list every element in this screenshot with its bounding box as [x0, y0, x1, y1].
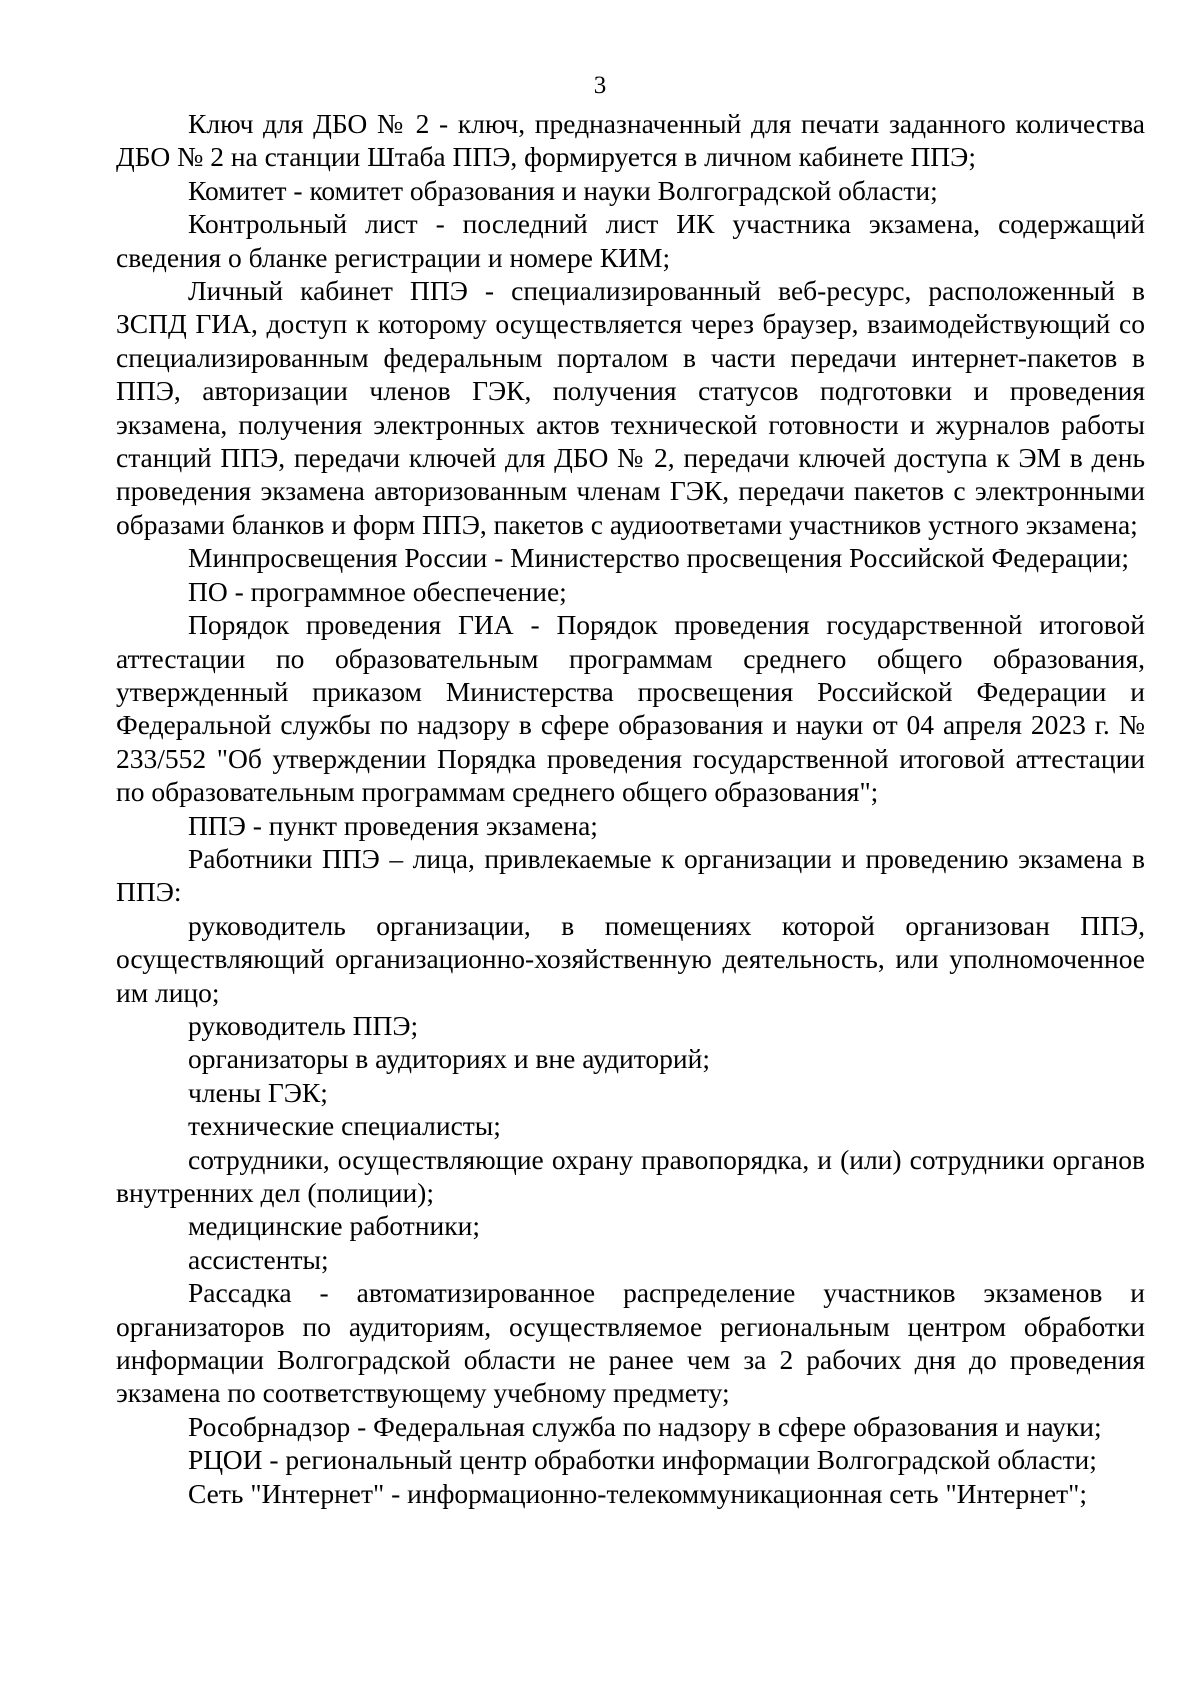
paragraph-control-sheet: Контрольный лист - последний лист ИК участника экзамена, содержащий сведения о бланке регистрации и номере КИМ;	[116, 208, 1145, 273]
paragraph-minprosvescheniya: Минпросвещения России - Министерство просвещения Российской Федерации;	[188, 542, 1129, 574]
paragraph-dbo-key: Ключ для ДБО № 2 - ключ, предназначенный для печати заданного количества ДБО № 2 на станции Штаба ППЭ, формируется в личном кабинете ППЭ;	[116, 108, 1145, 173]
document-body	[116, 107, 1145, 1510]
list-item-medical-staff: медицинские работники;	[188, 1210, 480, 1242]
list-item-tech-specialists: технические специалисты;	[188, 1110, 501, 1142]
paragraph-internet: Сеть "Интернет" - информационно-телекоммуникационная сеть "Интернет";	[188, 1477, 1088, 1509]
paragraph-gia-procedure: Порядок проведения ГИА - Порядок проведения государственной итоговой аттестации по образовательным программам среднего общего образования, утвержденный приказом Министерства просвещения Российской Федерации и Федеральной службы по надзору в сфере образования и науки от 04 апреля 2023 г. № 233/552 "Об утверждении Порядка проведения государственной итоговой аттестации по образовательным программам среднего общего образования";	[116, 609, 1145, 808]
list-item-organization-head: руководитель организации, в помещениях которой организован ППЭ, осуществляющий организационно-хозяйственную деятельность, или уполномоченное им лицо;	[116, 909, 1145, 1008]
paragraph-ppe-cabinet: Личный кабинет ППЭ - специализированный веб-ресурс, расположенный в ЗСПД ГИА, доступ к которому осуществляется через браузер, взаимодействующий со специализированным федеральным порталом в части передачи интернет-пакетов в ППЭ, авторизации членов ГЭК, получения статусов подготовки и проведения экзамена, получения электронных актов технической готовности и журналов работы станций ППЭ, передачи ключей для ДБО № 2, передачи ключей доступа к ЭМ в день проведения экзамена авторизованным членам ГЭК, передачи пакетов с электронными образами бланков и форм ППЭ, пакетов с аудиоответами участников устного экзамена;	[116, 275, 1145, 540]
paragraph-seating: Рассадка - автоматизированное распределение участников экзаменов и организаторов по аудиториям, осуществляемое региональным центром обработки информации Волгоградской области не ранее чем за 2 рабочих дня до проведения экзамена по соответствующему учебному предмету;	[116, 1277, 1145, 1409]
paragraph-rcoi: РЦОИ - региональный центр обработки информации Волгоградской области;	[188, 1444, 1097, 1476]
paragraph-software: ПО - программное обеспечение;	[188, 575, 567, 607]
paragraph-ppe: ППЭ - пункт проведения экзамена;	[188, 809, 598, 841]
paragraph-rosobrnadzor: Рособрнадзор - Федеральная служба по надзору в сфере образования и науки;	[188, 1410, 1102, 1442]
page-number: 3	[593, 72, 607, 99]
list-item-organizers: организаторы в аудиториях и вне аудиторий;	[188, 1043, 710, 1075]
list-item-gek-members: члены ГЭК;	[188, 1076, 328, 1108]
list-item-security-staff: сотрудники, осуществляющие охрану правопорядка, и (или) сотрудники органов внутренних дел (полиции);	[116, 1143, 1145, 1208]
paragraph-ppe-workers: Работники ППЭ – лица, привлекаемые к организации и проведению экзамена в ППЭ:	[116, 842, 1145, 908]
paragraph-committee: Комитет - комитет образования и науки Волгоградской области;	[188, 174, 938, 206]
list-item-ppe-head: руководитель ППЭ;	[188, 1009, 419, 1041]
list-item-assistants: ассистенты;	[188, 1243, 329, 1275]
